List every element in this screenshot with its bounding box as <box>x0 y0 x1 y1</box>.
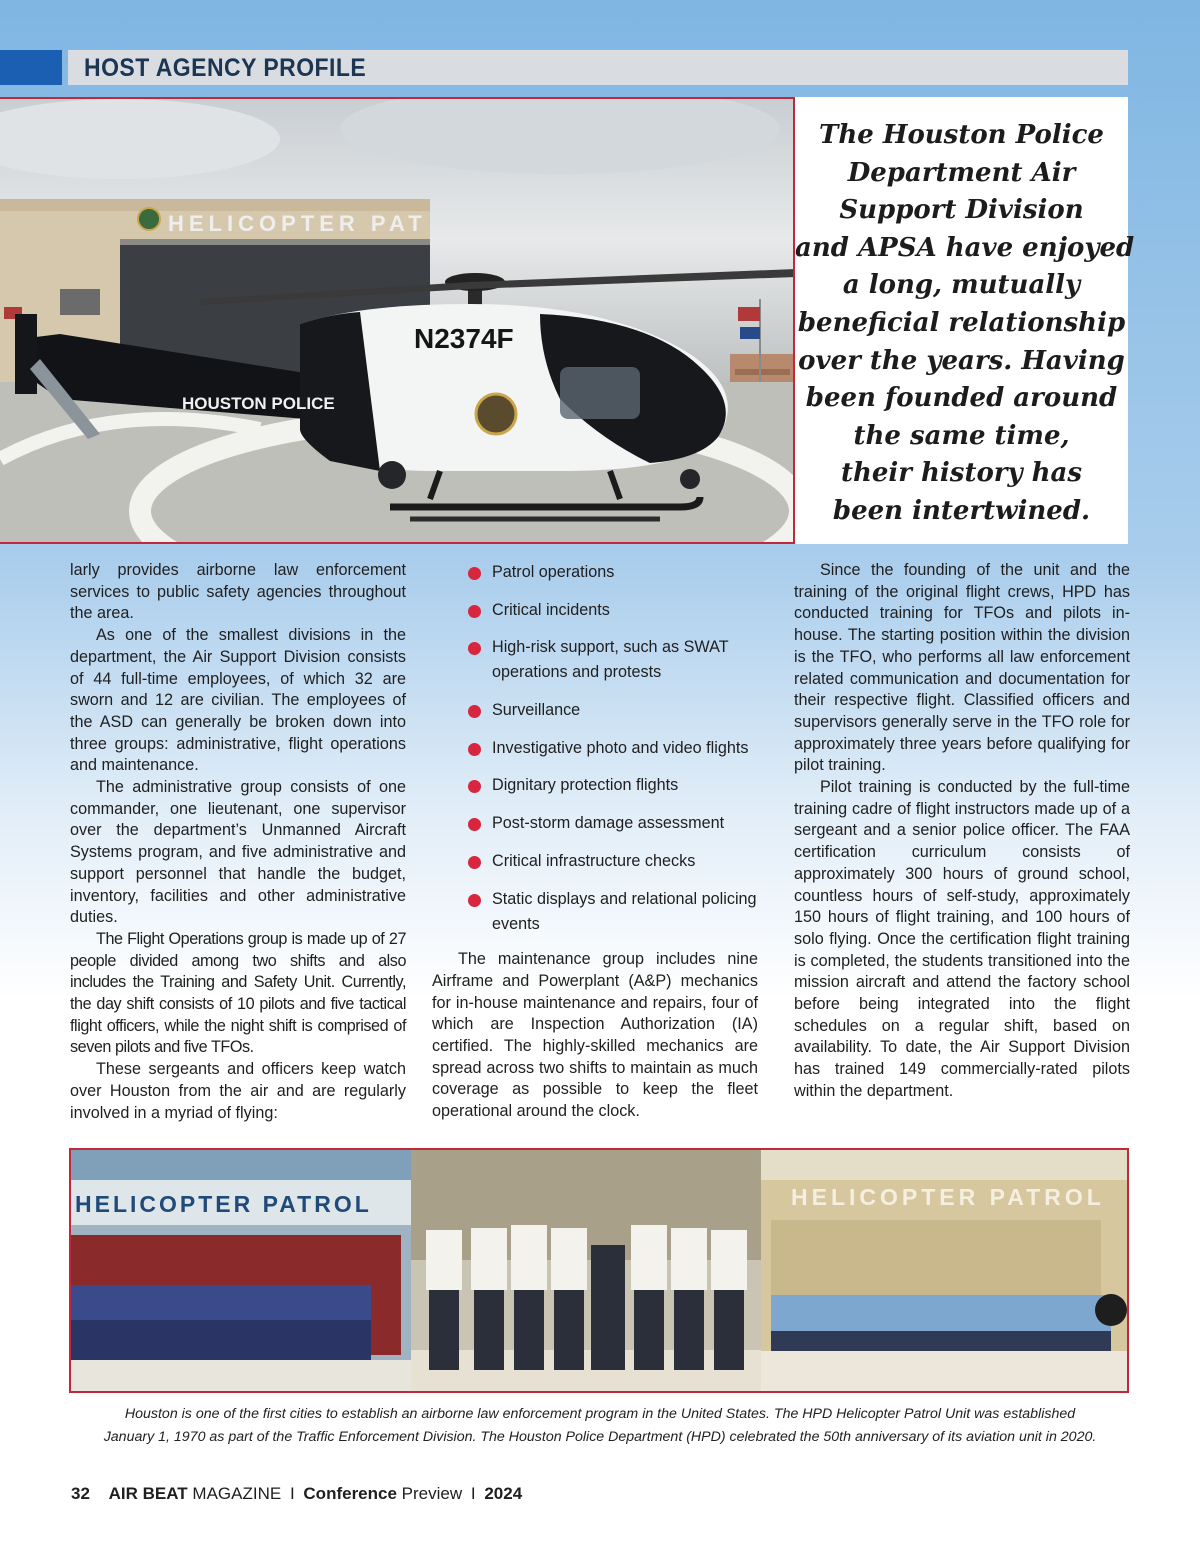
list-item-text: Dignitary protection flights <box>492 776 679 795</box>
bullet-icon <box>468 567 481 580</box>
pull-quote-line: Support Division <box>839 195 1084 226</box>
paragraph: Since the founding of the unit and the training of the original flight crews, HPD has conducted training for TFOs and pilots in-house. The starting position within the division is the TFO, who performs all law enforcement related communication and documentation for their respective flight. Classified officers and supervisors generally serve in the TFO role for approximately three years before qualifying for pilot training. <box>794 561 1130 775</box>
pull-quote-line: their history has <box>840 458 1083 489</box>
paragraph: The maintenance group includes nine Airframe and Powerplant (A&P) mechanics for in-house maintenance and repairs, four of which are Inspection Authorization (IA) certified. The highly-skilled mechanics are spread across two shifts to maintain as much coverage as possible to keep the fleet operational around the clock. <box>432 950 758 1121</box>
list-item <box>432 849 758 874</box>
list-item <box>432 635 758 685</box>
pull-quote-line: been intertwined. <box>832 495 1091 526</box>
history-caption-line: January 1, 1970 as part of the Traffic Enforcement Division. The Houston Police Department (HPD) celebrated the 50th anniversary of its aviation unit in 2020. <box>103 1429 1097 1445</box>
list-item <box>432 598 758 623</box>
history-caption <box>40 1403 1160 1449</box>
bullet-icon <box>468 743 481 756</box>
bullet-icon <box>468 856 481 869</box>
hero-photo <box>0 97 795 544</box>
hangar-sign-right: HELICOPTER PATROL <box>791 1184 1105 1210</box>
bullet-icon <box>468 780 481 793</box>
hangar-sign-left: HELICOPTER PATROL <box>75 1191 372 1217</box>
list-item <box>432 698 758 723</box>
history-photo-strip <box>69 1148 1129 1393</box>
hangar-sign: HELICOPTER PAT <box>168 211 427 236</box>
paragraph: larly provides airborne law enforcement services to public safety agencies throughout the area. <box>70 561 406 623</box>
list-item-text: Critical incidents <box>492 600 610 619</box>
issue-suffix: Preview <box>401 1484 463 1503</box>
paragraph: The administrative group consists of one commander, one lieutenant, one supervisor over the department’s Unmanned Aircraft Systems program, and five administrative and support personnel that handle the budget, inventory, facilities and other administrative duties. <box>70 778 406 927</box>
page-number: 32 <box>71 1484 90 1503</box>
page-footer <box>71 1484 522 1504</box>
footer-separator: I <box>289 1484 295 1503</box>
photo-officers-1970 <box>411 1150 761 1391</box>
bullet-icon <box>468 705 481 718</box>
magazine-suffix: MAGAZINE <box>192 1484 282 1503</box>
texas-flag-icon <box>740 327 760 339</box>
fuselage-text: HOUSTON POLICE <box>182 394 335 413</box>
list-item <box>432 811 758 836</box>
list-item <box>432 736 758 761</box>
paragraph: The Flight Operations group is made up of 27 people divided among two shifts and also includes the Training and Safety Unit. Currently, the day shift consists of 10 pilots and five tactical flight officers, while the night shift is comprised of seven pilots and five TFOs. <box>70 929 406 1057</box>
footer-separator: I <box>470 1484 476 1503</box>
pull-quote-line: and APSA have enjoyed <box>795 232 1135 263</box>
pull-quote-line: been founded around <box>805 383 1118 414</box>
section-header-accent <box>0 50 62 85</box>
section-title: HOST AGENCY PROFILE <box>84 54 367 82</box>
photo-hangar-2020 <box>761 1150 1127 1391</box>
photo-hangar-1980s <box>71 1150 411 1391</box>
article-column-2 <box>432 560 758 1123</box>
list-item-text: Post-storm damage assessment <box>492 814 725 833</box>
issue-name: Conference <box>303 1484 397 1503</box>
history-caption-line: Houston is one of the first cities to establish an airborne law enforcement program in the United States. The HPD Helicopter Patrol Unit was established <box>124 1406 1076 1422</box>
history-photos <box>71 1150 1127 1391</box>
registration-number: N2374F <box>414 323 514 354</box>
list-item-text: Patrol operations <box>492 563 615 581</box>
hpd-badge-icon <box>138 208 160 230</box>
pull-quote-line: a long, mutually <box>842 270 1081 301</box>
list-item <box>432 887 758 937</box>
issue-year: 2024 <box>484 1484 523 1503</box>
list-item-text: Investigative photo and video flights <box>492 738 749 757</box>
list-item-text: Critical infrastructure checks <box>492 851 696 870</box>
list-item <box>432 560 758 585</box>
magazine-name: AIR BEAT <box>108 1484 188 1503</box>
article-column-3 <box>794 560 1130 1103</box>
bullet-icon <box>468 894 481 907</box>
pull-quote-line: Department Air <box>847 157 1076 188</box>
us-flag-icon <box>738 307 760 321</box>
article-column-1 <box>70 560 406 1124</box>
section-header <box>0 50 1128 85</box>
helicopter-illustration <box>0 99 795 544</box>
list-item-text: Static displays and relational policing events <box>492 889 757 933</box>
paragraph: As one of the smallest divisions in the department, the Air Support Division consists of 44 full-time employees, of which 32 are sworn and 12 are civilian. The employees of the ASD can generally be broken down into three groups: administrative, flight operations and maintenance. <box>70 626 406 775</box>
list-item-text: Surveillance <box>492 701 581 720</box>
police-seal-icon <box>476 394 516 434</box>
list-item-text: High-risk support, such as SWAT operations and protests <box>492 638 729 682</box>
pull-quote-line: The Houston Police <box>819 120 1104 150</box>
pull-quote-line: the same time, <box>853 420 1070 451</box>
bullet-icon <box>468 642 481 655</box>
pull-quote-line: over the years. Having <box>798 345 1125 376</box>
paragraph: These sergeants and officers keep watch over Houston from the air and are regularly involved in a myriad of flying: <box>70 1060 406 1122</box>
paragraph: Pilot training is conducted by the full-time training cadre of flight instructors made up of a sergeant and a senior police officer. The FAA certification curriculum consists of approximately 300 hours of ground school, countless hours of self-study, approximately 150 hours of flight training, and 100 hours of solo flying. Once the certification flight training is completed, the students transitioned into the mission aircraft and attend the factory school before being integrated into the flight schedules on a regular shift, based on availability. To date, the Air Support Division has trained 149 commercially-rated pilots within the department. <box>794 778 1130 1100</box>
flying-missions-list <box>432 560 758 937</box>
pull-quote-line: beneficial relationship <box>797 307 1126 338</box>
bullet-icon <box>468 818 481 831</box>
bullet-icon <box>468 605 481 618</box>
list-item <box>432 773 758 798</box>
pull-quote <box>795 97 1135 544</box>
